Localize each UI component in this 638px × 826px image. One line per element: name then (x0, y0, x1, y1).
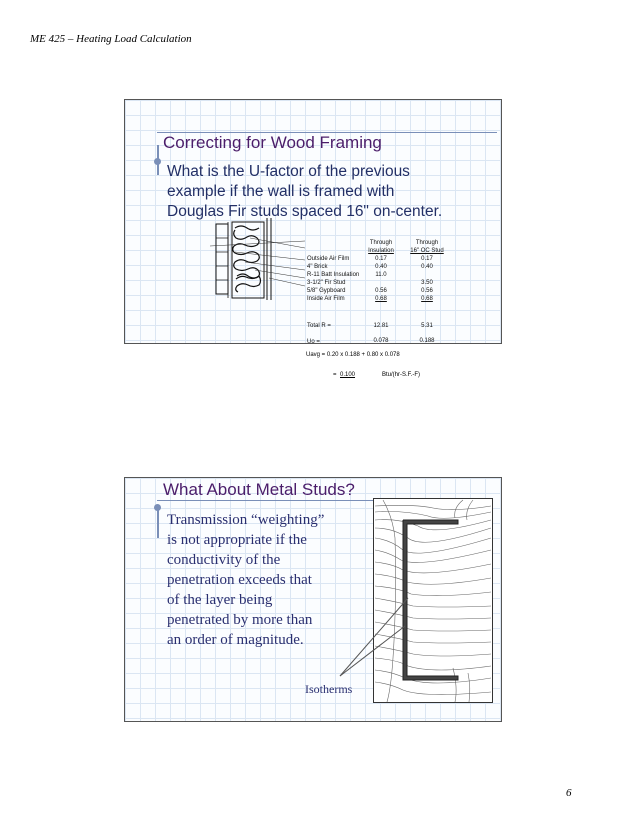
title-accent-dot (154, 158, 161, 165)
body-line: is not appropriate if the (167, 532, 307, 548)
wall-section-diagram (205, 218, 315, 300)
isotherms-callout: Isotherms (305, 682, 353, 696)
slide-wood-framing (124, 99, 502, 344)
uo-stud: 0.188 (419, 338, 435, 344)
stud-values (407, 255, 447, 303)
body-line: an order of magnitude. (167, 632, 304, 648)
body-line: penetration exceeds that (167, 572, 312, 588)
layer-label: 3-1/2" Fir Stud (307, 280, 346, 286)
body-line: conductivity of the (167, 552, 281, 568)
uavg-equals: = (333, 372, 337, 378)
layer-label: Outside Air Film (307, 256, 350, 262)
value-cell (407, 271, 447, 279)
value-cell: 0.68 (421, 296, 433, 302)
layer-labels (307, 255, 359, 303)
value-cell: 0.40 (375, 264, 387, 270)
value-cell (365, 279, 397, 287)
value-cell: 0.56 (375, 288, 387, 294)
col-header: Through (415, 240, 439, 246)
value-cell: 0.17 (375, 256, 387, 262)
body-line: of the layer being (167, 592, 273, 608)
col-header: Through (369, 240, 393, 246)
layer-label: R-11 Batt Insulation (307, 272, 360, 278)
slide-body (167, 162, 442, 222)
value-cell: 0.68 (375, 296, 387, 302)
total-r-insulation: 12.81 (373, 323, 389, 329)
insulation-values (365, 255, 397, 303)
body-line: What is the U-factor of the previous (167, 163, 410, 180)
total-r-label: Total R = (307, 323, 331, 329)
uavg-equation: Uavg = 0.20 x 0.188 + 0.80 x 0.078 (306, 352, 400, 358)
uavg-result: 0.100 (340, 372, 356, 378)
value-cell: 11.0 (375, 272, 387, 278)
col-header: Insulation (368, 248, 394, 254)
body-line: Transmission “weighting” (167, 512, 325, 528)
layer-label: 5/8" Gypboard (307, 288, 346, 294)
body-line: Douglas Fir studs spaced 16" on-center. (167, 203, 443, 220)
slide-metal-studs (124, 477, 502, 722)
value-cell: 3.50 (421, 280, 433, 286)
body-line: penetrated by more than (167, 612, 313, 628)
insulation-header (365, 239, 397, 255)
body-line: example if the wall is framed with (167, 183, 395, 200)
value-cell: 0.17 (421, 256, 433, 262)
layer-label: Inside Air Film (307, 296, 345, 302)
value-cell: 0.56 (421, 288, 433, 294)
uavg-units: Btu/(hr-S.F.-F) (382, 372, 421, 378)
document-header: ME 425 – Heating Load Calculation (30, 33, 192, 45)
page-number: 6 (566, 787, 572, 799)
total-r-stud: 5.31 (421, 323, 433, 329)
uo-label: Uo = (307, 339, 320, 344)
col-header: 16" OC Stud (410, 248, 444, 254)
uo-insulation: 0.078 (373, 338, 389, 344)
layer-label: 4" Brick (307, 264, 328, 270)
slide-title: Correcting for Wood Framing (163, 133, 382, 152)
stud-header (407, 239, 447, 255)
slide-title: What About Metal Studs? (163, 480, 355, 499)
value-cell: 0.40 (421, 264, 433, 270)
